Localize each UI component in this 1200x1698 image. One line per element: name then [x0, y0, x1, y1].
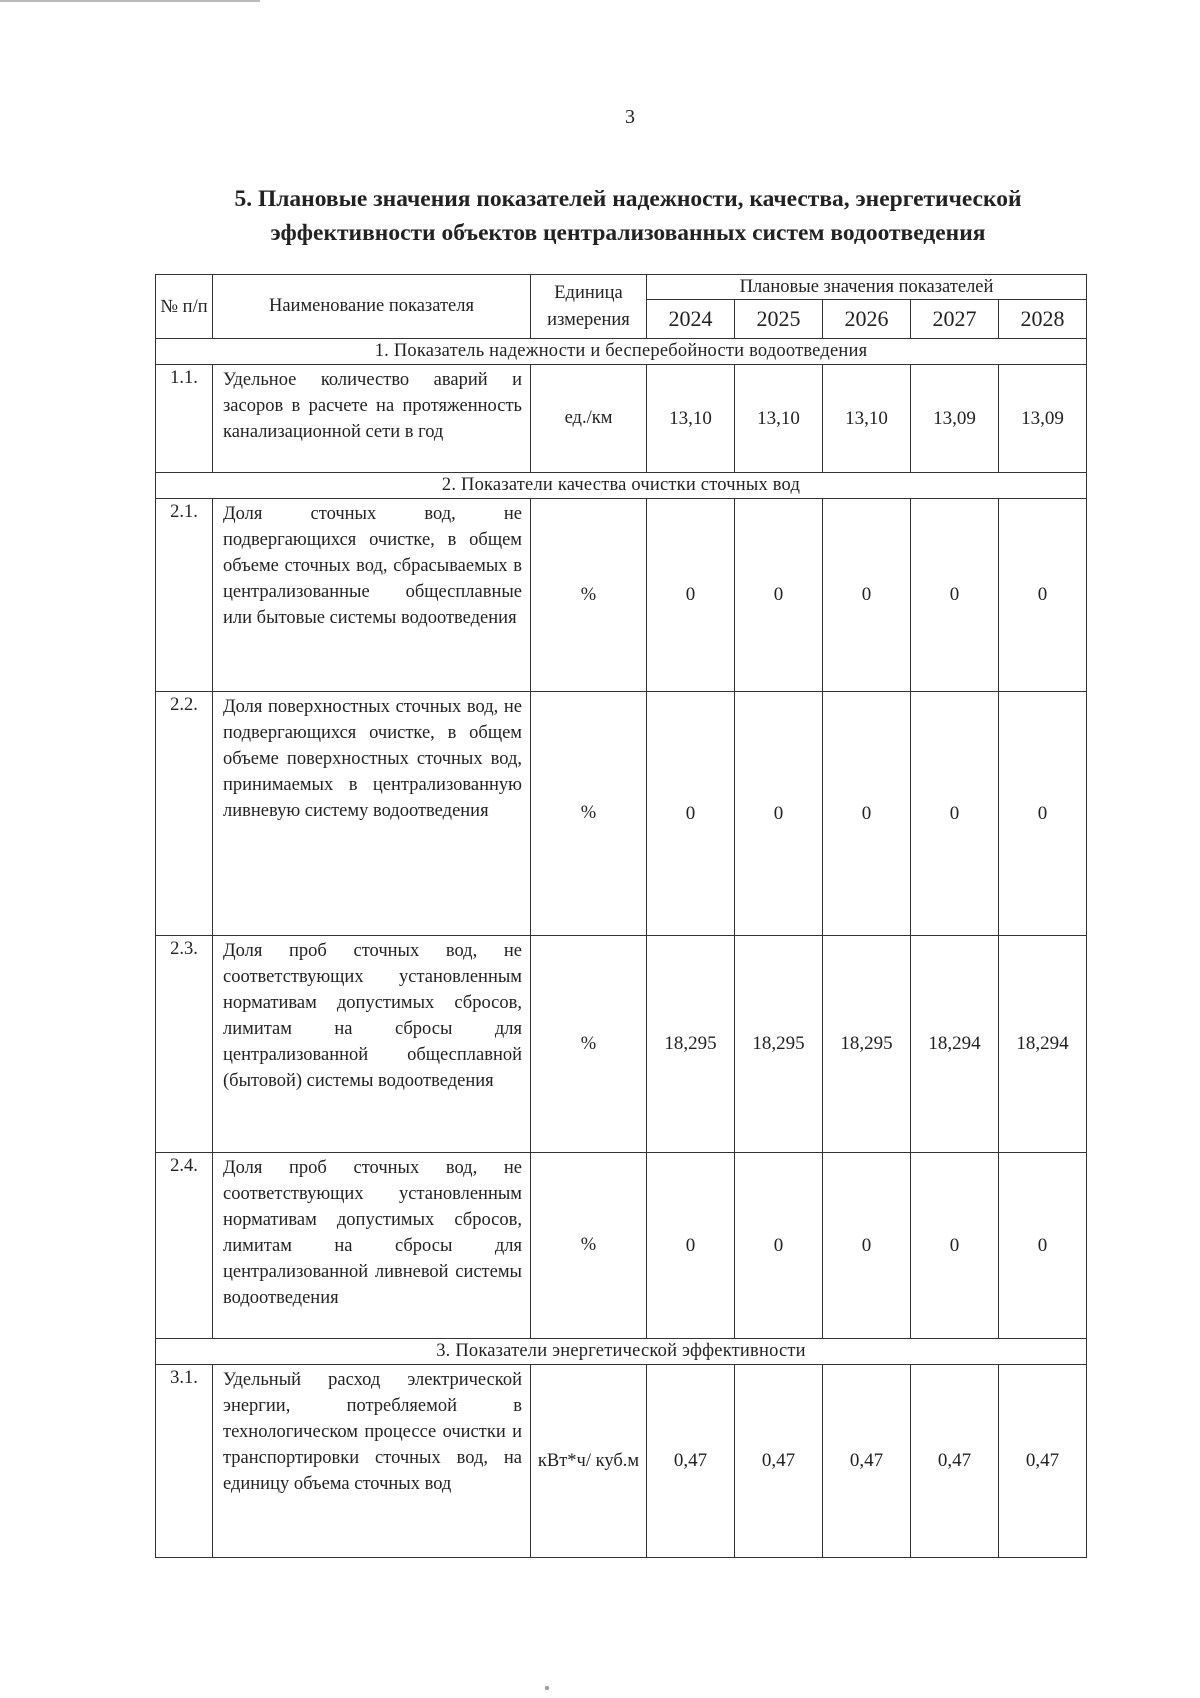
- indicator-unit: %: [531, 1153, 647, 1339]
- value-cell: 13,09: [911, 365, 999, 473]
- value-cell: 0,47: [823, 1365, 911, 1558]
- page-number: 3: [625, 106, 635, 128]
- header-year: 2028: [999, 300, 1087, 339]
- value-cell: 18,295: [735, 936, 823, 1153]
- section-title: 1. Показатель надежности и бесперебойности водоотведения: [156, 339, 1087, 365]
- value-cell: 0: [735, 692, 823, 936]
- header-year: 2027: [911, 300, 999, 339]
- header-unit: Единица измерения: [531, 275, 647, 339]
- value-cell: 0: [823, 1153, 911, 1339]
- indicators-table: [155, 274, 1087, 1558]
- value-cell: 18,294: [911, 936, 999, 1153]
- header-num: № п/п: [156, 275, 213, 339]
- row-number: 2.1.: [156, 499, 213, 692]
- value-cell: 0: [999, 692, 1087, 936]
- section-row: [156, 339, 1087, 365]
- row-number: 2.3.: [156, 936, 213, 1153]
- indicator-unit: кВт*ч/ куб.м: [531, 1365, 647, 1558]
- value-cell: 0,47: [911, 1365, 999, 1558]
- value-cell: 0: [911, 499, 999, 692]
- table-row: [156, 365, 1087, 473]
- row-number: 1.1.: [156, 365, 213, 473]
- table-row: [156, 692, 1087, 936]
- header-year: 2024: [647, 300, 735, 339]
- value-cell: 0: [911, 1153, 999, 1339]
- section-row: [156, 1339, 1087, 1365]
- value-cell: 13,09: [999, 365, 1087, 473]
- header-year: 2026: [823, 300, 911, 339]
- indicator-name: Удельный расход электрической энергии, потребляемой в технологическом процессе очистки и транспортировки сточных вод, на единицу объема сточных вод: [213, 1365, 531, 1558]
- row-number: 3.1.: [156, 1365, 213, 1558]
- row-number: 2.4.: [156, 1153, 213, 1339]
- table-row: [156, 499, 1087, 692]
- value-cell: 0,47: [999, 1365, 1087, 1558]
- value-cell: 0: [647, 692, 735, 936]
- document-title-line-2: эффективности объектов централизованных систем водоотведения: [270, 220, 986, 246]
- section-title: 3. Показатели энергетической эффективности: [156, 1339, 1087, 1365]
- value-cell: 0: [823, 692, 911, 936]
- table-row: [156, 1153, 1087, 1339]
- value-cell: 0: [647, 1153, 735, 1339]
- indicator-unit: %: [531, 692, 647, 936]
- section-row: [156, 473, 1087, 499]
- indicator-unit: %: [531, 499, 647, 692]
- value-cell: 0: [823, 499, 911, 692]
- indicator-name: Удельное количество аварий и засоров в расчете на протяженность канализационной сети в год: [213, 365, 531, 473]
- header-name: Наименование показателя: [213, 275, 531, 339]
- value-cell: 0: [735, 1153, 823, 1339]
- row-number: 2.2.: [156, 692, 213, 936]
- value-cell: 0: [911, 692, 999, 936]
- scan-dot: [545, 1686, 549, 1690]
- value-cell: 13,10: [647, 365, 735, 473]
- scan-edge-line: [0, 0, 260, 2]
- value-cell: 18,295: [647, 936, 735, 1153]
- value-cell: 0,47: [647, 1365, 735, 1558]
- indicator-unit: ед./км: [531, 365, 647, 473]
- section-title: 2. Показатели качества очистки сточных вод: [156, 473, 1087, 499]
- indicator-name: Доля поверхностных сточных вод, не подвергающихся очистке, в общем объеме поверхностных сточных вод, принимаемых в централизованную ливневую систему водоотведения: [213, 692, 531, 936]
- indicator-name: Доля проб сточных вод, не соответствующих установленным нормативам допустимых сбросов, лимитам на сбросы для централизованной общесплавной (бытовой) системы водоотведения: [213, 936, 531, 1153]
- indicator-name: Доля проб сточных вод, не соответствующих установленным нормативам допустимых сбросов, лимитам на сбросы для централизованной ливневой системы водоотведения: [213, 1153, 531, 1339]
- value-cell: 13,10: [823, 365, 911, 473]
- value-cell: 0,47: [735, 1365, 823, 1558]
- table-row: [156, 936, 1087, 1153]
- document-title-line-1: 5. Плановые значения показателей надежности, качества, энергетической: [234, 186, 1022, 212]
- value-cell: 18,294: [999, 936, 1087, 1153]
- header-year: 2025: [735, 300, 823, 339]
- header-planned-values: Плановые значения показателей: [647, 275, 1087, 300]
- value-cell: 13,10: [735, 365, 823, 473]
- table-row: [156, 1365, 1087, 1558]
- indicator-name: Доля сточных вод, не подвергающихся очистке, в общем объеме сточных вод, сбрасываемых в централизованные общесплавные или бытовые системы водоотведения: [213, 499, 531, 692]
- indicator-unit: %: [531, 936, 647, 1153]
- value-cell: 0: [647, 499, 735, 692]
- document-title: [168, 182, 1088, 250]
- value-cell: 0: [999, 1153, 1087, 1339]
- value-cell: 0: [999, 499, 1087, 692]
- value-cell: 18,295: [823, 936, 911, 1153]
- value-cell: 0: [735, 499, 823, 692]
- table-header-row: [156, 275, 1087, 300]
